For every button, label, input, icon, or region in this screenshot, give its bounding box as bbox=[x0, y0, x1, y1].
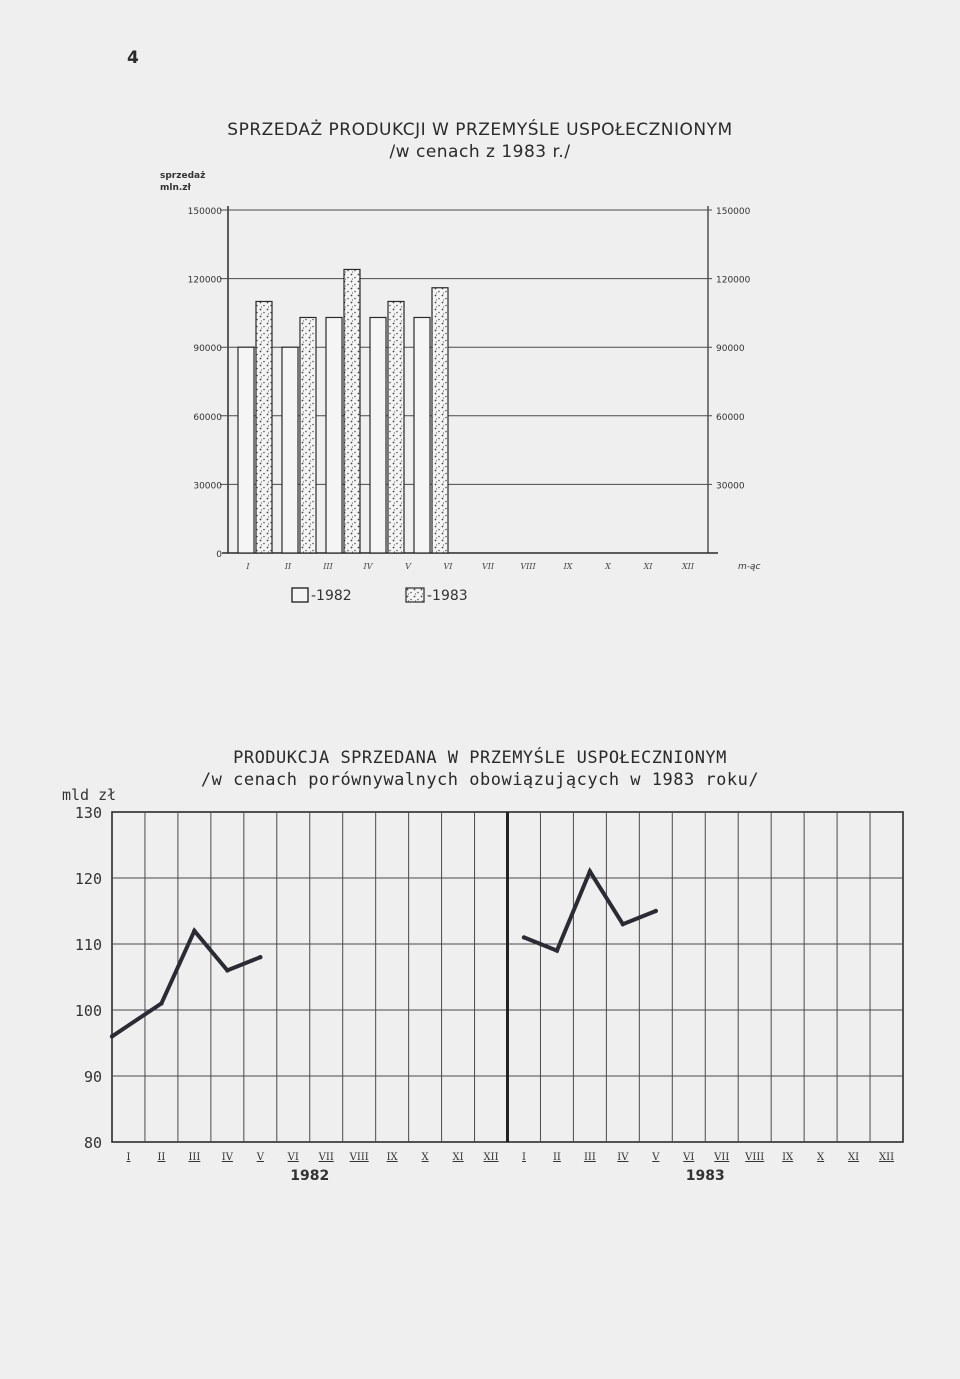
line-x-tick-label: I bbox=[522, 1152, 526, 1163]
bar-x-tick-label: VIII bbox=[520, 562, 536, 571]
bar-y-tick-label-left: 120000 bbox=[187, 275, 222, 286]
line-x-tick-label: XII bbox=[483, 1152, 499, 1163]
line-y-tick-label: 120 bbox=[74, 870, 102, 888]
bar-1982 bbox=[370, 317, 386, 553]
line-chart-title: PRODUKCJA SPRZEDANA W PRZEMYŚLE USPOŁECZNIONYM bbox=[233, 748, 727, 768]
bar-y-tick-label-right: 90000 bbox=[716, 344, 745, 355]
bar-1983 bbox=[300, 317, 316, 553]
bar-x-tick-label: I bbox=[246, 562, 250, 571]
line-chart bbox=[62, 786, 903, 1184]
line-point-1983 bbox=[654, 909, 658, 913]
bar-x-tick-label: III bbox=[323, 562, 333, 571]
legend-swatch-1983 bbox=[406, 588, 424, 602]
line-x-tick-label: VIII bbox=[349, 1152, 369, 1163]
bar-y-tick-label-left: 90000 bbox=[193, 344, 222, 355]
bar-1983 bbox=[256, 301, 272, 553]
line-x-tick-label: IX bbox=[386, 1152, 398, 1163]
line-x-tick-label: V bbox=[652, 1152, 660, 1163]
line-point-1982 bbox=[110, 1034, 114, 1038]
bar-y-axis-title: sprzedaż bbox=[160, 171, 206, 181]
line-point-1982 bbox=[159, 1001, 163, 1005]
bar-y-tick-label-right: 30000 bbox=[716, 481, 745, 492]
line-x-tick-label: XI bbox=[848, 1152, 860, 1163]
line-x-tick-label: VII bbox=[318, 1152, 334, 1163]
line-x-tick-label: X bbox=[817, 1152, 825, 1163]
line-x-tick-label: III bbox=[583, 1152, 596, 1163]
line-year-label: 1982 bbox=[290, 1168, 330, 1184]
bar-1983 bbox=[388, 301, 404, 553]
line-x-tick-label: III bbox=[188, 1152, 201, 1163]
line-point-1982 bbox=[258, 955, 262, 959]
line-x-tick-label: XII bbox=[879, 1152, 895, 1163]
legend-swatch-1982 bbox=[292, 588, 308, 602]
line-y-axis-title: mld zł bbox=[62, 786, 117, 804]
legend-label-1983: -1983 bbox=[427, 588, 468, 604]
line-point-1982 bbox=[225, 968, 229, 972]
bar-y-tick-label-left: 30000 bbox=[193, 481, 222, 492]
line-x-tick-label: II bbox=[552, 1152, 561, 1163]
line-series-1983 bbox=[524, 871, 656, 950]
bar-y-tick-label-left: 0 bbox=[216, 550, 222, 560]
bar-y-tick-label-left: 60000 bbox=[193, 412, 222, 423]
line-x-tick-label: VII bbox=[714, 1152, 730, 1163]
line-x-tick-label: II bbox=[157, 1152, 166, 1163]
bar-1982 bbox=[238, 347, 254, 553]
line-y-tick-label: 90 bbox=[83, 1068, 102, 1086]
line-y-tick-label: 110 bbox=[74, 936, 102, 954]
bar-x-tick-label: IX bbox=[563, 562, 573, 571]
line-x-tick-label: XI bbox=[452, 1152, 464, 1163]
bar-1983 bbox=[344, 269, 360, 553]
line-x-tick-label: IV bbox=[221, 1152, 233, 1163]
bar-1982 bbox=[282, 347, 298, 553]
line-point-1982 bbox=[192, 929, 196, 933]
bar-chart-subtitle: /w cenach z 1983 r./ bbox=[389, 142, 571, 162]
bar-x-tick-label: V bbox=[405, 562, 411, 571]
line-x-tick-label: IX bbox=[782, 1152, 794, 1163]
line-x-tick-label: V bbox=[256, 1152, 264, 1163]
line-x-tick-label: VI bbox=[683, 1152, 695, 1163]
line-point-1983 bbox=[588, 869, 592, 873]
line-y-tick-label: 80 bbox=[83, 1134, 102, 1152]
bar-y-axis-title: mln.zł bbox=[160, 183, 191, 193]
line-point-1983 bbox=[621, 922, 625, 926]
line-y-tick-label: 100 bbox=[74, 1002, 102, 1020]
line-x-tick-label: X bbox=[421, 1152, 429, 1163]
bar-x-tick-label: II bbox=[284, 562, 292, 571]
bar-x-tick-label: IV bbox=[363, 562, 373, 571]
bar-x-tick-label: X bbox=[605, 562, 611, 571]
line-point-1983 bbox=[522, 935, 526, 939]
bar-y-tick-label-right: 150000 bbox=[716, 207, 751, 217]
bar-x-tick-label: XII bbox=[681, 562, 695, 571]
bar-chart-title: SPRZEDAŻ PRODUKCJI W PRZEMYŚLE USPOŁECZNIONYM bbox=[227, 120, 733, 140]
bar-y-tick-label-left: 150000 bbox=[187, 207, 222, 217]
bar-y-tick-label-right: 120000 bbox=[716, 275, 751, 286]
bar-x-tick-label: XI bbox=[643, 562, 653, 571]
legend-label-1982: -1982 bbox=[311, 588, 352, 604]
line-x-tick-label: VI bbox=[287, 1152, 299, 1163]
bar-1983 bbox=[432, 288, 448, 553]
line-x-tick-label: VIII bbox=[745, 1152, 765, 1163]
bar-x-tick-label: VII bbox=[481, 562, 495, 571]
line-x-tick-label: IV bbox=[617, 1152, 629, 1163]
bar-x-tick-label: VI bbox=[443, 562, 453, 571]
bar-y-tick-label-right: 60000 bbox=[716, 412, 745, 423]
line-series-1982 bbox=[112, 931, 260, 1037]
line-x-tick-label: I bbox=[126, 1152, 131, 1163]
line-y-tick-label: 130 bbox=[74, 804, 102, 822]
line-year-label: 1983 bbox=[685, 1168, 725, 1184]
bar-1982 bbox=[414, 317, 430, 553]
bar-x-unit-label: m-ąc bbox=[738, 562, 761, 572]
bar-chart bbox=[160, 171, 761, 604]
line-point-1983 bbox=[555, 948, 559, 952]
page-number: 4 bbox=[127, 48, 139, 68]
line-chart-subtitle: /w cenach porównywalnych obowiązujących w 1983 roku/ bbox=[200, 770, 760, 790]
bar-1982 bbox=[326, 317, 342, 553]
